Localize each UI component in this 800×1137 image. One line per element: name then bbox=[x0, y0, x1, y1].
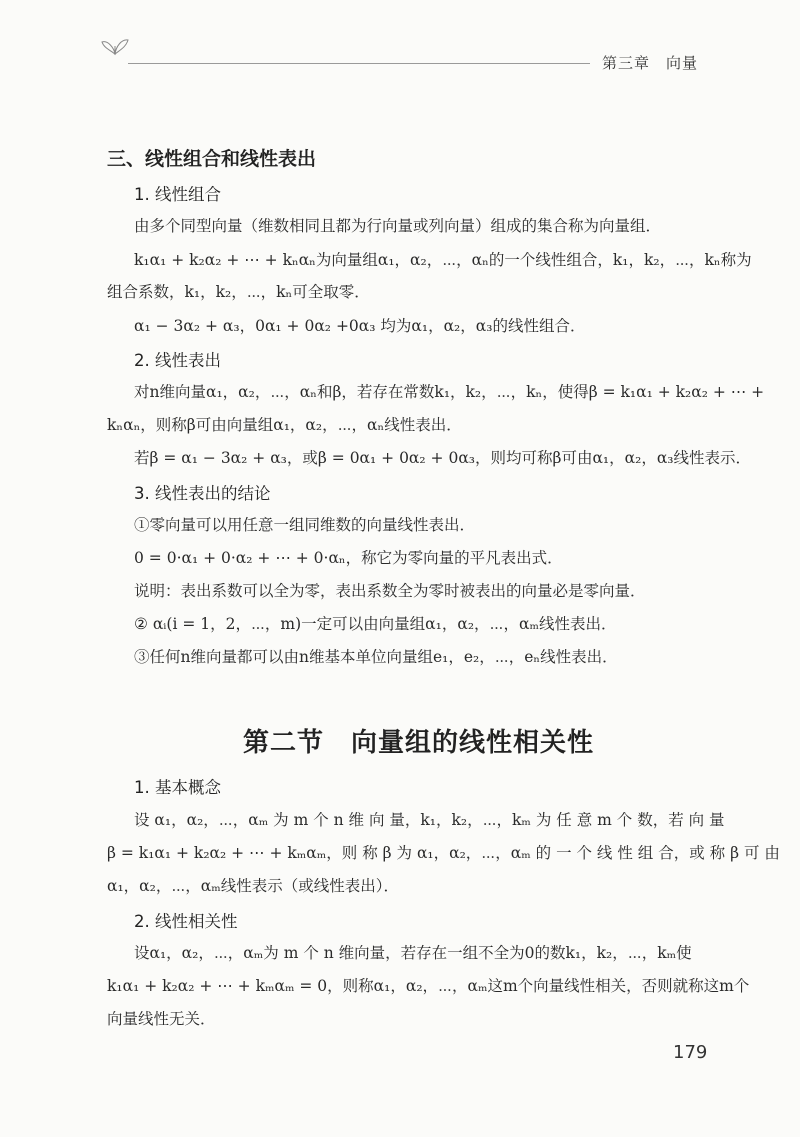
leaf-ornament-icon bbox=[100, 34, 130, 56]
paragraph: 说明：表出系数可以全为零，表出系数全为零时被表出的向量必是零向量． bbox=[134, 582, 646, 600]
subheading-conclusions: 3. 线性表出的结论 bbox=[134, 484, 271, 503]
paragraph: kₙαₙ，则称β可由向量组α₁，α₂，⋯，αₙ线性表出． bbox=[107, 416, 462, 434]
paragraph: 组合系数，k₁，k₂，⋯，kₙ可全取零． bbox=[107, 283, 370, 301]
paragraph: β = k₁α₁ + k₂α₂ + ⋯ + kₘαₘ，则 称 β 为 α₁，α₂，⋯，αₘ 的 一 个 线 性 组 合，或 称 β 可 由 bbox=[107, 844, 780, 862]
header-rule bbox=[128, 63, 590, 64]
paragraph: ② αᵢ(i = 1，2，⋯，m)一定可以由向量组α₁，α₂，⋯，αₘ线性表出． bbox=[134, 615, 617, 633]
subheading-linear-combination: 1. 线性组合 bbox=[134, 185, 221, 204]
paragraph: 若β = α₁ − 3α₂ + α₃，或β = 0α₁ + 0α₂ + 0α₃，则均可称β可由α₁，α₂，α₃线性表示． bbox=[134, 449, 752, 467]
paragraph: α₁，α₂，⋯，αₘ线性表示（或线性表出）． bbox=[107, 877, 400, 895]
paragraph: k₁α₁ + k₂α₂ + ⋯ + kₙαₙ为向量组α₁，α₂，⋯，αₙ的一个线性组合，k₁，k₂，⋯，kₙ称为 bbox=[134, 251, 752, 269]
subheading-linear-dependence: 2. 线性相关性 bbox=[134, 912, 238, 931]
paragraph: 0 = 0·α₁ + 0·α₂ + ⋯ + 0·αₙ，称它为零向量的平凡表出式． bbox=[134, 549, 563, 567]
paragraph: ①零向量可以用任意一组同维数的向量线性表出． bbox=[134, 516, 476, 534]
paragraph: 设α₁，α₂，⋯，αₘ为 m 个 n 维向量，若存在一组不全为0的数k₁，k₂，⋯，kₘ使 bbox=[134, 944, 692, 962]
paragraph: ③任何n维向量都可以由n维基本单位向量组e₁，e₂，⋯，eₙ线性表出． bbox=[134, 648, 618, 666]
paragraph: k₁α₁ + k₂α₂ + ⋯ + kₘαₘ = 0，则称α₁，α₂，⋯，αₘ这m个向量线性相关，否则就称这m个 bbox=[107, 977, 750, 995]
paragraph: 对n维向量α₁，α₂，⋯，αₙ和β，若存在常数k₁，k₂，⋯，kₙ，使得β = k₁α₁ + k₂α₂ + ⋯ + bbox=[134, 383, 765, 401]
paragraph: α₁ − 3α₂ + α₃，0α₁ + 0α₂ +0α₃ 均为α₁，α₂，α₃的线性组合． bbox=[134, 317, 586, 335]
page-number: 179 bbox=[673, 1042, 708, 1063]
paragraph: 设 α₁，α₂，⋯，αₘ 为 m 个 n 维 向 量，k₁，k₂，⋯，kₘ 为 任 意 m 个 数，若 向 量 bbox=[134, 811, 725, 829]
subheading-linear-representation: 2. 线性表出 bbox=[134, 351, 221, 370]
section-title: 第二节 向量组的线性相关性 bbox=[243, 728, 595, 758]
chapter-header: 第三章 向量 bbox=[602, 54, 699, 72]
paragraph: 由多个同型向量（维数相同且都为行向量或列向量）组成的集合称为向量组． bbox=[134, 217, 662, 235]
section-heading: 三、线性组合和线性表出 bbox=[107, 148, 317, 170]
paragraph: 向量线性无关． bbox=[107, 1010, 216, 1028]
subheading-basic-concepts: 1. 基本概念 bbox=[134, 778, 221, 797]
